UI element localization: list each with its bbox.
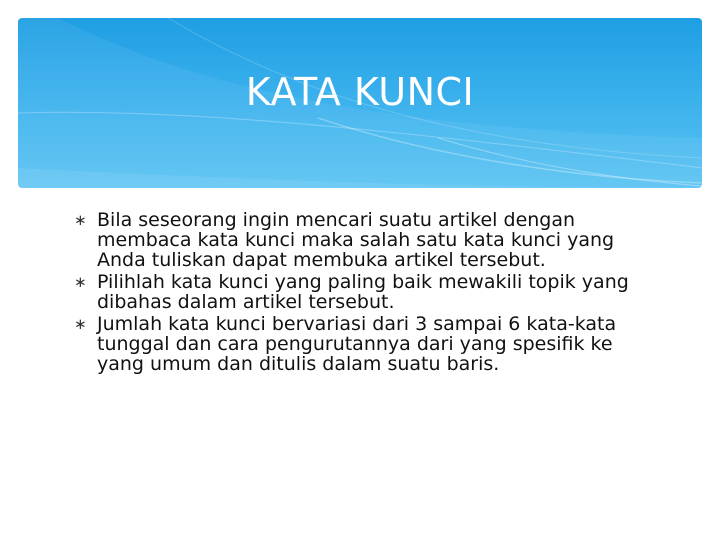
bullet-item — [72, 272, 662, 312]
slide-title: KATA KUNCI — [245, 70, 475, 114]
bullet-list — [72, 210, 662, 376]
title-banner — [18, 18, 702, 188]
asterisk-bullet-icon: ∗ — [74, 315, 87, 333]
bullet-text: Bila seseorang ingin mencari suatu artikel dengan membaca kata kunci maka salah satu kata kunci yang Anda tuliskan dapat membuka artikel tersebut. — [97, 209, 615, 271]
asterisk-bullet-icon: ∗ — [74, 211, 87, 229]
asterisk-bullet-icon: ∗ — [74, 273, 87, 291]
bullet-text: Pilihlah kata kunci yang paling baik mewakili topik yang dibahas dalam artikel tersebut. — [97, 271, 629, 313]
bullet-item — [72, 210, 662, 270]
bullet-item — [72, 314, 662, 374]
bullet-text: Jumlah kata kunci bervariasi dari 3 sampai 6 kata-kata tunggal dan cara pengurutannya dari yang spesifik ke yang umum dan ditulis dalam suatu baris. — [97, 313, 617, 375]
